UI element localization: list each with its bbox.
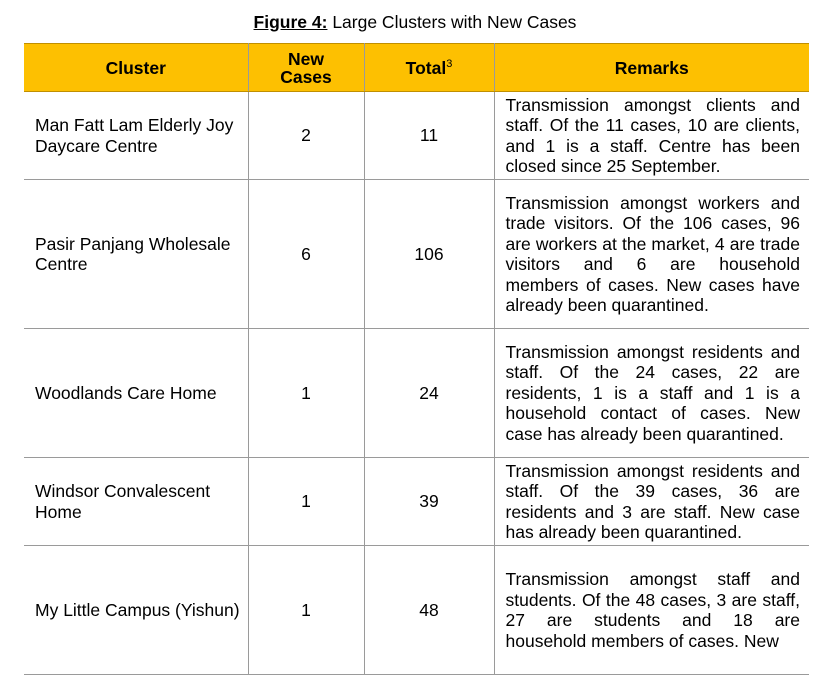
header-cluster: Cluster bbox=[24, 44, 248, 92]
table-row bbox=[24, 458, 809, 546]
header-remarks: Remarks bbox=[494, 44, 809, 92]
table-row bbox=[24, 546, 809, 675]
new-cases-value: 2 bbox=[248, 92, 364, 180]
new-cases-value: 6 bbox=[248, 180, 364, 329]
clusters-table bbox=[24, 43, 809, 675]
total-value: 24 bbox=[364, 329, 494, 458]
new-cases-value: 1 bbox=[248, 458, 364, 546]
cluster-name: Windsor Convalescent Home bbox=[24, 458, 248, 546]
cluster-name: Man Fatt Lam Elderly Joy Daycare Centre bbox=[24, 92, 248, 180]
table-row bbox=[24, 329, 809, 458]
remarks-text: Transmission amongst staff and students. Of the 48 cases, 3 are staff, 27 are students and 18 are household members of cases. New bbox=[494, 546, 809, 675]
new-cases-value: 1 bbox=[248, 546, 364, 675]
total-value: 48 bbox=[364, 546, 494, 675]
table-row bbox=[24, 92, 809, 180]
cluster-name: My Little Campus (Yishun) bbox=[24, 546, 248, 675]
cluster-name: Pasir Panjang Wholesale Centre bbox=[24, 180, 248, 329]
header-row bbox=[24, 44, 809, 92]
remarks-text: Transmission amongst clients and staff. Of the 11 cases, 10 are clients, and 1 is a staff. Centre has been closed since 25 September. bbox=[494, 92, 809, 180]
total-value: 106 bbox=[364, 180, 494, 329]
header-total-footnote: 3 bbox=[446, 57, 453, 70]
remarks-text: Transmission amongst workers and trade visitors. Of the 106 cases, 96 are workers at the market, 4 are trade visitors and 6 are household members of cases. New cases have already been quarantined. bbox=[494, 180, 809, 329]
figure-caption bbox=[0, 11, 830, 33]
header-total bbox=[364, 44, 494, 92]
remarks-text: Transmission amongst residents and staff. Of the 24 cases, 22 are residents, 1 is a staff and 1 is a household contact of cases. New case has already been quarantined. bbox=[494, 329, 809, 458]
table-row bbox=[24, 180, 809, 329]
remarks-text: Transmission amongst residents and staff. Of the 39 cases, 36 are residents and 3 are staff. New case has already been quarantined. bbox=[494, 458, 809, 546]
total-value: 11 bbox=[364, 92, 494, 180]
header-new-cases: New Cases bbox=[248, 44, 364, 92]
figure-label: Figure 4: bbox=[253, 12, 328, 32]
cluster-name: Woodlands Care Home bbox=[24, 329, 248, 458]
total-value: 39 bbox=[364, 458, 494, 546]
figure-title: Large Clusters with New Cases bbox=[327, 12, 577, 32]
new-cases-value: 1 bbox=[248, 329, 364, 458]
header-total-label: Total bbox=[405, 57, 447, 78]
